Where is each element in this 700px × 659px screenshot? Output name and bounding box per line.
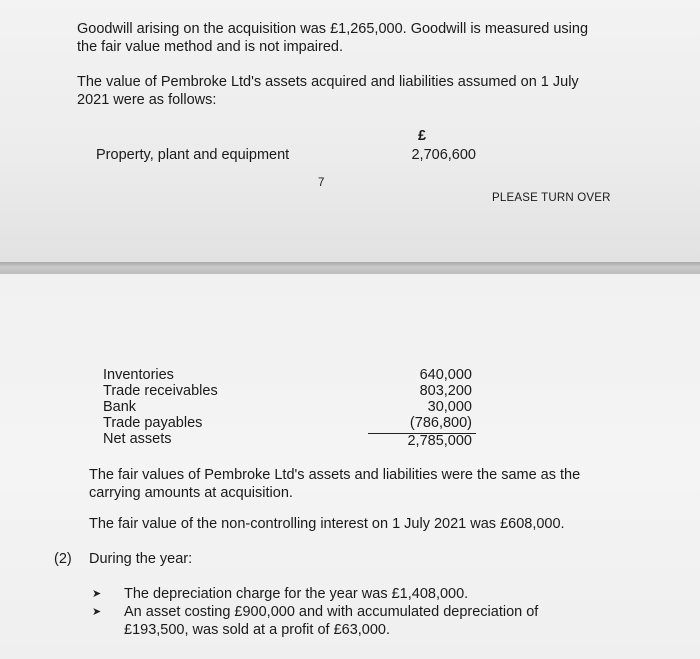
row-label-payables: Trade payables <box>103 415 203 431</box>
intro-line-3: The value of Pembroke Ltd's assets acquired and liabilities assumed on 1 July <box>77 74 579 90</box>
page-gap <box>0 262 700 274</box>
intro-line-2: the fair value method and is not impaired. <box>77 39 343 55</box>
row-label-receivables: Trade receivables <box>103 383 218 399</box>
row-value-net-assets: 2,785,000 <box>407 433 472 449</box>
row-value-receivables: 803,200 <box>419 383 472 399</box>
row-label-inventories: Inventories <box>103 367 174 383</box>
bullet-2-continued: £193,500, was sold at a profit of £63,000. <box>124 622 391 638</box>
intro-line-1: Goodwill arising on the acquisition was £1,265,000. Goodwill is measured using <box>77 21 589 37</box>
currency-header: £ <box>418 128 427 144</box>
page-lower <box>0 274 700 659</box>
bullet-2: An asset costing £900,000 and with accumulated depreciation of <box>124 604 539 620</box>
turn-over-note: PLEASE TURN OVER <box>492 192 611 204</box>
section-number: (2) <box>54 551 72 567</box>
bullet-arrow-icon: ➤ <box>92 606 102 618</box>
section-heading: During the year: <box>89 551 193 567</box>
row-label-ppe: Property, plant and equipment <box>96 147 290 163</box>
row-value-ppe: 2,706,600 <box>411 147 476 163</box>
bullet-1: The depreciation charge for the year was £1,408,000. <box>124 586 469 602</box>
row-label-bank: Bank <box>103 399 137 415</box>
page-number: 7 <box>318 177 325 189</box>
fair-value-line-1: The fair values of Pembroke Ltd's assets and liabilities were the same as the <box>89 467 581 483</box>
bullet-arrow-icon: ➤ <box>92 588 102 600</box>
row-value-inventories: 640,000 <box>419 367 472 383</box>
page-upper <box>0 0 700 262</box>
row-label-net-assets: Net assets <box>103 431 172 447</box>
intro-line-4: 2021 were as follows: <box>77 92 217 108</box>
row-value-bank: 30,000 <box>427 399 472 415</box>
nci-note: The fair value of the non-controlling interest on 1 July 2021 was £608,000. <box>89 516 565 532</box>
row-value-payables: (786,800) <box>409 415 472 431</box>
fair-value-line-2: carrying amounts at acquisition. <box>89 485 293 501</box>
